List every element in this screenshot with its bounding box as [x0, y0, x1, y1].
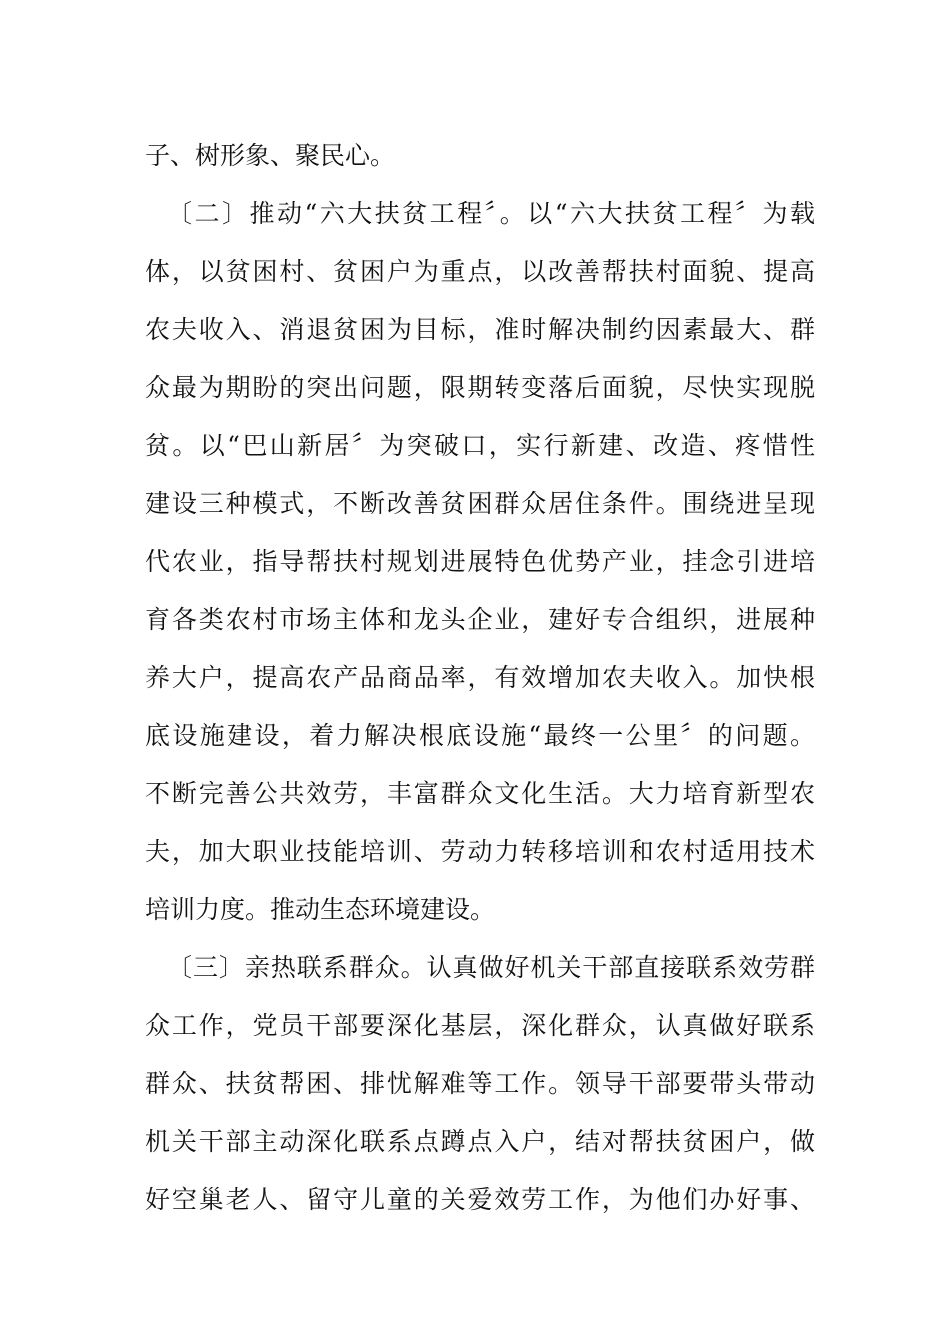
text-line: 不断完善公共效劳，丰富群众文化生活。大力培育新型农: [145, 779, 815, 808]
text-line: 培训力度。推动生态环境建设。: [145, 895, 496, 924]
text-line: 体，以贫困村、贫困户为重点，以改善帮扶村面貌、提高: [145, 257, 815, 286]
text-line: 众工作，党员干部要深化基层，深化群众，认真做好联系: [145, 1011, 815, 1040]
section-heading-line: 〔二〕推动“六大扶贫工程〞。以“六大扶贫工程〞为载: [167, 199, 815, 228]
text-line: 农夫收入、消退贫困为目标，准时解决制约因素最大、群: [145, 315, 815, 344]
text-line: 群众、扶贫帮困、排忧解难等工作。领导干部要带头带动: [145, 1069, 815, 1098]
text-line: 子、树形象、聚民心。: [145, 141, 396, 170]
text-line: 育各类农村市场主体和龙头企业，建好专合组织，进展种: [145, 605, 815, 634]
text-line: 夫，加大职业技能培训、劳动力转移培训和农村适用技术: [145, 837, 815, 866]
text-line: 底设施建设，着力解决根底设施“最终一公里〞的问题。: [145, 721, 815, 750]
section-heading-line: 〔三〕亲热联系群众。认真做好机关干部直接联系效劳群: [167, 953, 815, 982]
text-line: 代农业，指导帮扶村规划进展特色优势产业，挂念引进培: [145, 547, 815, 576]
body-text: [145, 127, 815, 1229]
text-line: 好空巢老人、留守儿童的关爱效劳工作，为他们办好事、: [145, 1185, 815, 1214]
text-line: 养大户，提高农产品商品率，有效增加农夫收入。加快根: [145, 663, 815, 692]
text-line: 机关干部主动深化联系点蹲点入户，结对帮扶贫困户，做: [145, 1127, 815, 1156]
text-line: 众最为期盼的突出问题，限期转变落后面貌，尽快实现脱: [145, 373, 815, 402]
text-line: 贫。以“巴山新居〞为突破口，实行新建、改造、疼惜性: [145, 431, 815, 460]
text-line: 建设三种模式，不断改善贫困群众居住条件。围绕进呈现: [145, 489, 815, 518]
